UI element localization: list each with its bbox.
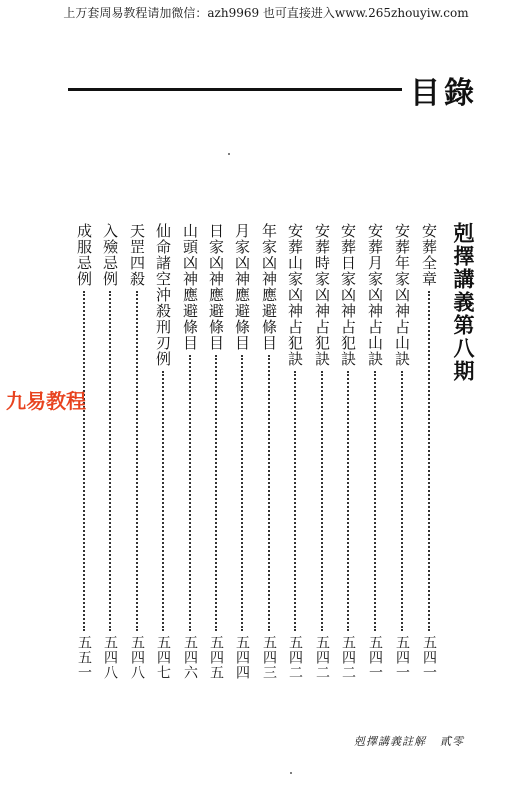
toc-entry (417, 223, 441, 680)
toc-entry-title: 年家凶神應避條目 (260, 223, 278, 351)
toc-entry (336, 223, 360, 680)
toc-entry-page: 五四八 (129, 635, 145, 680)
dot-leader (347, 371, 349, 631)
page-footer (354, 733, 464, 749)
dot-leader (189, 355, 191, 631)
toc-entry-title: 安葬月家凶神占山訣 (366, 223, 384, 367)
footer-book-title: 剋擇講義註解 (354, 735, 426, 748)
toc-entry-title: 日家凶神應避條目 (207, 223, 225, 351)
scan-speck (290, 772, 292, 774)
toc-entry-page: 五四六 (182, 635, 198, 680)
toc-entry-page: 五四八 (102, 635, 118, 680)
toc-entry-page: 五五一 (76, 635, 92, 680)
toc-entry-title: 天罡四殺 (128, 223, 146, 287)
toc-entry-title: 山頭凶神應避條目 (181, 223, 199, 351)
dot-leader (374, 371, 376, 631)
toc-entry-title: 月家凶神應避條目 (233, 223, 251, 351)
dot-leader (136, 291, 138, 631)
dot-leader (428, 291, 430, 631)
toc-entry-title: 入殮忌例 (101, 223, 119, 287)
toc-entry-title: 安葬時家凶神占犯訣 (313, 223, 331, 367)
toc-entry (178, 223, 202, 680)
toc-entry (151, 223, 175, 680)
top-banner: 上万套周易教程请加微信：azh9969 也可直接进入www.265zhouyiw.com (63, 6, 469, 20)
scan-speck (228, 153, 230, 155)
footer-page-label: 貳零 (440, 735, 464, 748)
header-rule (68, 88, 402, 91)
dot-leader (162, 371, 164, 631)
toc-entry-page: 五四二 (287, 635, 303, 680)
toc-entry-title: 安葬年家凶神占山訣 (393, 223, 411, 367)
toc-entry (125, 223, 149, 680)
toc-entry-page: 五四一 (421, 635, 437, 680)
toc-entry-page: 五四五 (208, 635, 224, 680)
toc-entry-title: 成服忌例 (75, 223, 93, 287)
dot-leader (83, 291, 85, 631)
toc-entry-page: 五四四 (234, 635, 250, 680)
toc-entry (230, 223, 254, 680)
dot-leader (401, 371, 403, 631)
toc-entry-page: 五四七 (155, 635, 171, 680)
dot-leader (268, 355, 270, 631)
toc-entry-page: 五四一 (394, 635, 410, 680)
watermark-logo: 九易教程 (6, 389, 86, 413)
toc-entry (283, 223, 307, 680)
volume-title: 剋擇講義第八期 (451, 222, 476, 383)
toc-entry-title: 仙命諸空沖殺刑刃例 (154, 223, 172, 367)
page-title: 目錄 (410, 76, 478, 111)
dot-leader (215, 355, 217, 631)
toc-entry (363, 223, 387, 680)
toc-entry (72, 223, 96, 680)
toc-entry-page: 五四一 (367, 635, 383, 680)
toc-entry-title: 安葬山家凶神占犯訣 (286, 223, 304, 367)
toc-entry (98, 223, 122, 680)
toc-entry (390, 223, 414, 680)
toc-entry-page: 五四二 (314, 635, 330, 680)
toc-entry (204, 223, 228, 680)
dot-leader (294, 371, 296, 631)
toc-entry (310, 223, 334, 680)
toc-entry (257, 223, 281, 680)
toc-entry-page: 五四二 (340, 635, 356, 680)
toc-entry-page: 五四三 (261, 635, 277, 680)
dot-leader (321, 371, 323, 631)
dot-leader (109, 291, 111, 631)
dot-leader (241, 355, 243, 631)
toc-entry-title: 安葬日家凶神占犯訣 (339, 223, 357, 367)
toc-entry-title: 安葬全章 (420, 223, 438, 287)
